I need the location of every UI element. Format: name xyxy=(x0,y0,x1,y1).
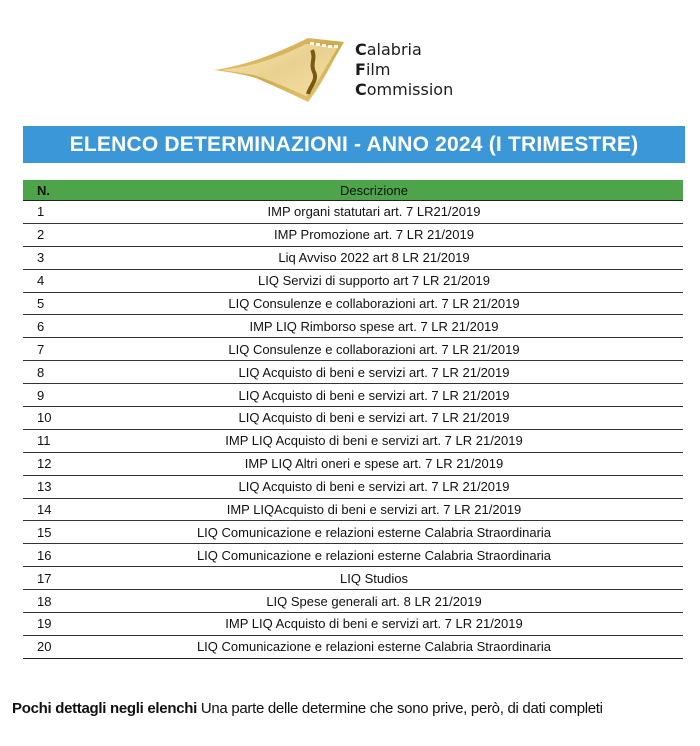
row-description: IMP LIQ Altri oneri e spese art. 7 LR 21/2019 xyxy=(65,452,683,475)
table-row xyxy=(23,246,683,269)
row-description: LIQ Acquisto di beni e servizi art. 7 LR 21/2019 xyxy=(65,475,683,498)
row-description: LIQ Acquisto di beni e servizi art. 7 LR 21/2019 xyxy=(65,407,683,430)
caption-bold: Pochi dettagli negli elenchi xyxy=(12,700,197,717)
table-row xyxy=(23,635,683,658)
row-description: IMP LIQ Acquisto di beni e servizi art. 7 LR 21/2019 xyxy=(65,429,683,452)
row-description: IMP LIQAcquisto di beni e servizi art. 7 LR 21/2019 xyxy=(65,498,683,521)
table-row xyxy=(23,361,683,384)
table-row xyxy=(23,521,683,544)
row-description: LIQ Acquisto di beni e servizi art. 7 LR 21/2019 xyxy=(65,384,683,407)
row-number: 15 xyxy=(23,521,65,544)
logo-line1-rest: alabria xyxy=(366,40,422,59)
row-number: 9 xyxy=(23,384,65,407)
page-title-banner: ELENCO DETERMINAZIONI - ANNO 2024 (I TRIMESTRE) xyxy=(23,126,685,163)
logo-initial-f: F xyxy=(355,60,366,79)
table-row xyxy=(23,269,683,292)
row-description: IMP Promozione art. 7 LR 21/2019 xyxy=(65,223,683,246)
row-description: Liq Avviso 2022 art 8 LR 21/2019 xyxy=(65,246,683,269)
table-header-row xyxy=(23,180,683,201)
row-description: LIQ Comunicazione e relazioni esterne Calabria Straordinaria xyxy=(65,544,683,567)
table-row xyxy=(23,201,683,224)
row-description: IMP organi statutari art. 7 LR21/2019 xyxy=(65,201,683,224)
table-row xyxy=(23,590,683,613)
row-description: LIQ Comunicazione e relazioni esterne Calabria Straordinaria xyxy=(65,521,683,544)
table-row xyxy=(23,407,683,430)
row-number: 13 xyxy=(23,475,65,498)
row-number: 10 xyxy=(23,407,65,430)
table-row xyxy=(23,315,683,338)
row-number: 5 xyxy=(23,292,65,315)
row-description: LIQ Consulenze e collaborazioni art. 7 LR 21/2019 xyxy=(65,338,683,361)
table-row xyxy=(23,338,683,361)
row-description: LIQ Servizi di supporto art 7 LR 21/2019 xyxy=(65,269,683,292)
table-row xyxy=(23,613,683,636)
header-n: N. xyxy=(23,180,65,201)
row-description: LIQ Spese generali art. 8 LR 21/2019 xyxy=(65,590,683,613)
row-number: 14 xyxy=(23,498,65,521)
logo-line3-rest: ommission xyxy=(366,80,454,99)
table-row xyxy=(23,292,683,315)
header-descrizione: Descrizione xyxy=(65,180,683,201)
logo-initial-c2: C xyxy=(355,80,367,99)
row-description: IMP LIQ Rimborso spese art. 7 LR 21/2019 xyxy=(65,315,683,338)
table-row xyxy=(23,384,683,407)
row-number: 8 xyxy=(23,361,65,384)
row-description: LIQ Consulenze e collaborazioni art. 7 LR 21/2019 xyxy=(65,292,683,315)
row-number: 17 xyxy=(23,567,65,590)
table-row xyxy=(23,475,683,498)
row-number: 2 xyxy=(23,223,65,246)
row-number: 7 xyxy=(23,338,65,361)
row-description: LIQ Studios xyxy=(65,567,683,590)
row-number: 11 xyxy=(23,429,65,452)
row-description: LIQ Acquisto di beni e servizi art. 7 LR 21/2019 xyxy=(65,361,683,384)
row-number: 20 xyxy=(23,635,65,658)
logo-wordmark xyxy=(355,40,453,100)
film-strip-logo-icon xyxy=(212,36,352,108)
table-row xyxy=(23,544,683,567)
row-number: 18 xyxy=(23,590,65,613)
table-row xyxy=(23,452,683,475)
caption xyxy=(12,700,692,717)
row-number: 6 xyxy=(23,315,65,338)
row-number: 1 xyxy=(23,201,65,224)
table-row xyxy=(23,567,683,590)
table-row xyxy=(23,223,683,246)
row-number: 3 xyxy=(23,246,65,269)
row-description: LIQ Comunicazione e relazioni esterne Calabria Straordinaria xyxy=(65,635,683,658)
determinazioni-table xyxy=(23,180,683,659)
row-number: 12 xyxy=(23,452,65,475)
table-row xyxy=(23,429,683,452)
row-number: 16 xyxy=(23,544,65,567)
table-row xyxy=(23,498,683,521)
caption-text: Una parte delle determine che sono prive, però, di dati completi xyxy=(196,700,603,717)
row-description: IMP LIQ Acquisto di beni e servizi art. 7 LR 21/2019 xyxy=(65,613,683,636)
calabria-film-commission-logo xyxy=(212,36,482,108)
logo-line2-rest: ilm xyxy=(365,60,391,79)
row-number: 4 xyxy=(23,269,65,292)
logo-initial-c: C xyxy=(355,40,367,59)
row-number: 19 xyxy=(23,613,65,636)
